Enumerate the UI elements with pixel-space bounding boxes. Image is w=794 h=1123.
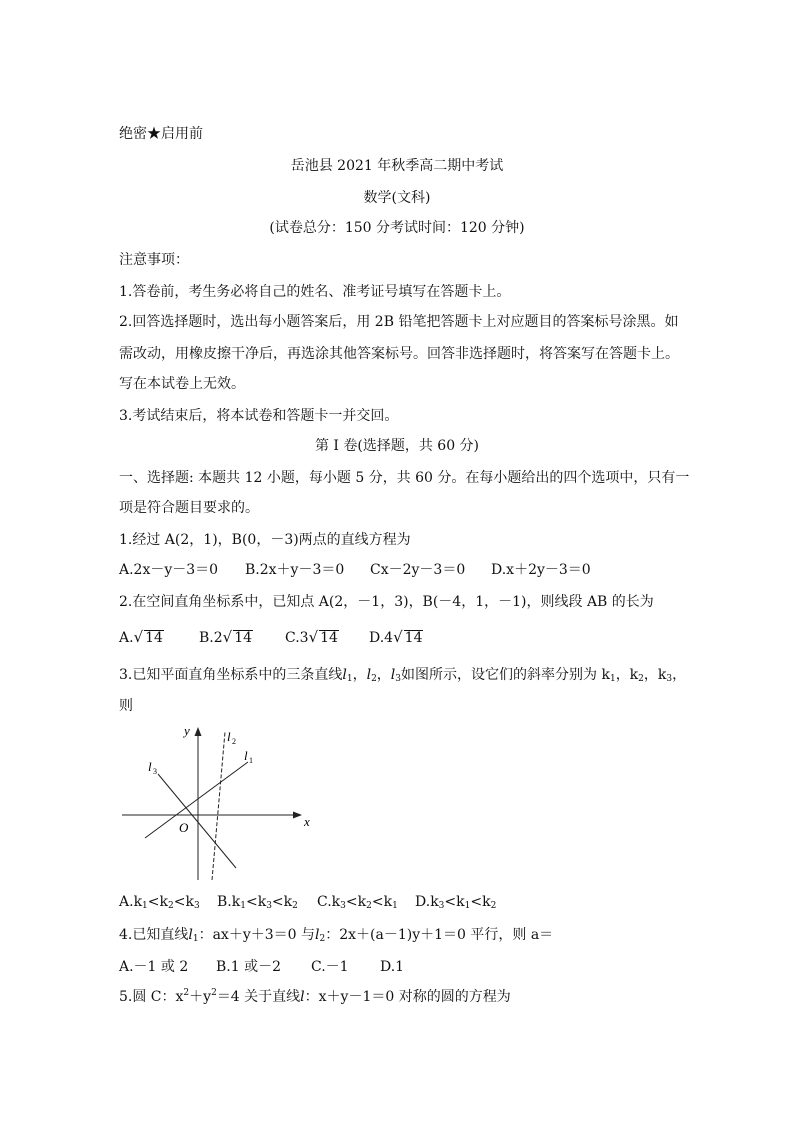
q5-stem-text: 5.圆 C：x <box>119 989 184 1005</box>
radical-sign: √ <box>393 628 403 646</box>
q3-figure <box>118 720 318 882</box>
l2-subscript: 2 <box>232 737 236 746</box>
subscript: 1 <box>240 901 246 911</box>
q2-stem: 2.在空间直角坐标系中，已知点 A(2，－1，3)，B(－4，1，－1)，则线段 AB 的长为 <box>119 594 654 610</box>
q5-stem-text: ＝4 关于直线 <box>216 989 301 1005</box>
k-var: k <box>357 894 367 910</box>
l1-subscript: 1 <box>249 756 253 765</box>
q3-stem-text: 如图所示，设它们的斜率分别为 k <box>401 667 610 683</box>
x-axis-arrow-icon <box>293 812 302 819</box>
origin-label: O <box>179 820 189 835</box>
q2-option-b-prefix: B.2 <box>199 630 223 646</box>
l3-subscript: 3 <box>153 767 157 776</box>
note-2-line-1: 2.回答选择题时，选出每小题答案后，用 2B 铅笔把答题卡上对应题目的答案标号涂黑。如 <box>119 314 679 330</box>
y-axis-arrow-icon <box>195 727 202 736</box>
x-axis-label: x <box>304 814 310 829</box>
q5-stem-text: ：x＋y－1＝0 对称的圆的方程为 <box>304 989 511 1005</box>
note-2-line-3: 写在本试卷上无效。 <box>119 376 245 392</box>
note-2-line-2: 需改动，用橡皮擦干净后，再选涂其他答案标号。回答非选择题时，将答案写在答题卡上。 <box>119 346 679 362</box>
q4-option-b: B.1 或－2 <box>216 959 282 975</box>
k-var: k <box>159 894 168 910</box>
line-l3 <box>158 774 236 868</box>
q4-stem <box>119 926 553 944</box>
superscript: 2 <box>211 988 217 998</box>
q1-option-c: Cx－2y－3＝0 <box>370 562 466 578</box>
q3-stem-line-2: 则 <box>119 698 133 714</box>
less-than: < <box>147 894 160 910</box>
subscript: 1 <box>609 674 616 684</box>
q2-option-a-prefix: A. <box>119 630 134 646</box>
q4-stem-text: ：ax＋y＋3＝0 与 <box>198 927 315 943</box>
q2-option-c-prefix: C.3 <box>285 630 309 646</box>
note-3: 3.考试结束后，将本试卷和答题卡一并交回。 <box>119 408 399 424</box>
q2-option-b <box>199 628 253 647</box>
q2-option-d-prefix: D.4 <box>369 630 394 646</box>
line-l2 <box>212 732 225 880</box>
subscript: 2 <box>371 674 377 684</box>
k-var: k <box>133 894 143 910</box>
line-var: l <box>300 989 305 1005</box>
q2-option-a <box>119 628 164 647</box>
superscript: 2 <box>183 988 190 998</box>
less-than: < <box>470 894 483 910</box>
subscript: 2 <box>490 901 497 911</box>
l3-label: l <box>148 759 152 774</box>
l2-label: l <box>227 729 231 744</box>
k-var: k <box>383 894 393 910</box>
less-than: < <box>444 894 457 910</box>
less-than: < <box>245 894 258 910</box>
k-var: k <box>456 894 465 910</box>
exam-title: 岳池县 2021 年秋季高二期中考试 <box>290 158 504 174</box>
q5-stem <box>119 988 511 1006</box>
subscript: 2 <box>366 901 372 911</box>
note-1: 1.答卷前，考生务必将自己的姓名、准考证号填写在答题卡上。 <box>119 284 511 300</box>
part1-instructions-line-2: 项是符合题目要求的。 <box>119 500 259 516</box>
option-prefix: D. <box>415 894 431 910</box>
line-var: l <box>188 927 193 943</box>
q3-stem-text: ，k <box>615 667 639 683</box>
subscript: 3 <box>340 901 346 911</box>
q4-option-d: D.1 <box>380 959 405 975</box>
subscript: 2 <box>168 901 174 911</box>
y-axis-label: y <box>184 723 190 738</box>
option-prefix: C. <box>317 894 332 910</box>
less-than: < <box>271 894 284 910</box>
subscript: 1 <box>142 901 148 911</box>
line-var: l <box>366 667 372 683</box>
q3-option-b <box>217 893 298 911</box>
radical-sign: √ <box>133 628 144 646</box>
notes-heading: 注意事项： <box>119 252 189 268</box>
k-var: k <box>430 894 439 910</box>
q1-stem: 1.经过 A(2，1)，B(0，－3)两点的直线方程为 <box>119 532 411 548</box>
comma: ， <box>352 667 367 683</box>
q4-stem-text: 4.已知直线 <box>119 927 189 943</box>
q3-stem-text: ，k <box>643 667 667 683</box>
radicand: 14 <box>145 630 163 646</box>
q1-option-a: A.2x－y－3＝0 <box>119 562 219 578</box>
q1-option-b: B.2x＋y－3＝0 <box>245 562 345 578</box>
line-var: l <box>342 667 347 683</box>
subscript: 3 <box>395 674 402 684</box>
q3-option-c <box>317 893 398 911</box>
subscript: 3 <box>666 674 673 684</box>
line-var: l <box>315 927 320 943</box>
part1-instructions-line-1: 一、选择题: 本题共 12 小题，每小题 5 分，共 60 分。在每小题给出的四个选项中，只有一 <box>119 470 690 486</box>
subscript: 2 <box>292 901 298 911</box>
q3-option-d <box>415 893 496 911</box>
k-var: k <box>331 894 341 910</box>
k-var: k <box>185 894 194 910</box>
subscript: 2 <box>638 674 644 684</box>
subscript: 3 <box>193 901 200 911</box>
subscript: 2 <box>319 934 326 944</box>
radical-sign: √ <box>308 628 319 646</box>
q3-option-a <box>119 893 200 911</box>
comma: ， <box>376 667 391 683</box>
part1-heading: 第 I 卷(选择题，共 60 分) <box>314 438 480 454</box>
radicand: 14 <box>320 630 338 646</box>
line-var: l <box>390 667 396 683</box>
q1-option-d: D.x＋2y－3＝0 <box>491 562 591 578</box>
q3-stem-line-1 <box>119 666 686 684</box>
option-prefix: A. <box>119 894 134 910</box>
q3-stem-text: ， <box>672 667 687 683</box>
less-than: < <box>173 894 186 910</box>
subscript: 3 <box>438 901 445 911</box>
q5-stem-text: ＋y <box>189 989 212 1005</box>
subscript: 1 <box>392 901 398 911</box>
k-var: k <box>482 894 491 910</box>
radicand: 14 <box>234 630 253 646</box>
q2-option-d <box>369 628 423 647</box>
subscript: 1 <box>192 934 199 944</box>
k-var: k <box>283 894 293 910</box>
q4-option-a: A.－1 或 2 <box>119 959 189 975</box>
less-than: < <box>345 894 358 910</box>
k-var: k <box>231 894 241 910</box>
q3-stem-text: 3.已知平面直角坐标系中的三条直线 <box>119 667 343 683</box>
radicand: 14 <box>404 630 423 646</box>
less-than: < <box>371 894 384 910</box>
subscript: 3 <box>266 901 272 911</box>
k-var: k <box>257 894 267 910</box>
radical-sign: √ <box>222 628 233 646</box>
subscript: 1 <box>464 901 471 911</box>
option-prefix: B. <box>217 894 232 910</box>
line-l1 <box>145 762 248 838</box>
exam-subject: 数学(文科) <box>363 190 431 206</box>
secret-mark: 绝密★启用前 <box>119 126 203 142</box>
exam-info: (试卷总分：150 分考试时间：120 分钟) <box>269 220 525 236</box>
l1-label: l <box>244 748 248 763</box>
q4-stem-text: ：2x＋(a－1)y＋1＝0 平行，则 a＝ <box>325 927 554 943</box>
q2-option-c <box>285 628 339 647</box>
q4-option-c: C.－1 <box>311 959 349 975</box>
subscript: 1 <box>346 674 353 684</box>
